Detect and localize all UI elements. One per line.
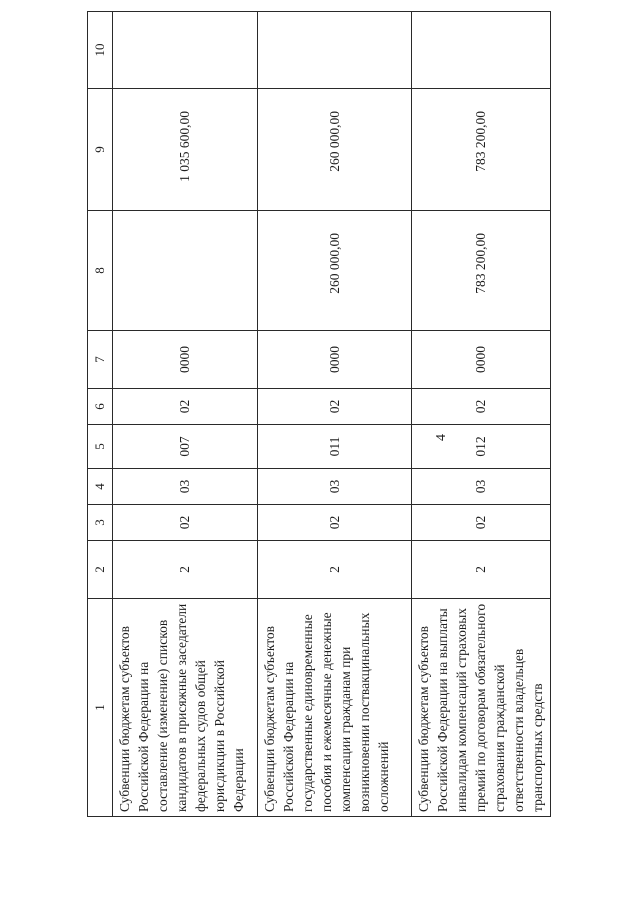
table-cell: 02 xyxy=(412,389,551,425)
header-row xyxy=(88,12,113,817)
page-number: 4 xyxy=(434,434,449,441)
amount-cell xyxy=(113,211,258,331)
table-row xyxy=(113,12,258,817)
table-cell: 02 xyxy=(113,389,258,425)
table-row xyxy=(258,12,412,817)
amount-cell: 260 000,00 xyxy=(258,211,412,331)
row-description: Субвенции бюджетам субъектов Российской Федерации на государственные единовременные пособия и ежемесячные денежные компенсации гражданам при возникновении поствакцинальных осложнений xyxy=(258,599,412,817)
table-cell: 0000 xyxy=(412,331,551,389)
header-cell: 10 xyxy=(88,12,113,89)
header-cell: 8 xyxy=(88,211,113,331)
header-cell: 4 xyxy=(88,469,113,505)
table-cell: 0000 xyxy=(113,331,258,389)
table-cell: 02 xyxy=(258,505,412,541)
row-description: Субвенции бюджетам субъектов Российской Федерации на выплаты инвалидам компенсаций страховых премий по договорам обязательного страхования гражданской ответственности владельцев транспортных средств xyxy=(412,599,551,817)
table-cell: 2 xyxy=(113,541,258,599)
table-cell: 03 xyxy=(258,469,412,505)
table-cell xyxy=(113,12,258,89)
header-cell: 9 xyxy=(88,89,113,211)
table-cell xyxy=(258,12,412,89)
header-cell: 3 xyxy=(88,505,113,541)
header-cell: 7 xyxy=(88,331,113,389)
table-cell: 2 xyxy=(412,541,551,599)
table-cell: 012 xyxy=(412,425,551,469)
table-cell: 0000 xyxy=(258,331,412,389)
amount-cell: 783 200,00 xyxy=(412,211,551,331)
table-cell: 02 xyxy=(412,505,551,541)
budget-table xyxy=(87,11,551,817)
header-cell: 5 xyxy=(88,425,113,469)
table-cell: 011 xyxy=(258,425,412,469)
table-cell xyxy=(412,12,551,89)
table-cell: 03 xyxy=(412,469,551,505)
amount-cell: 783 200,00 xyxy=(412,89,551,211)
table-cell: 007 xyxy=(113,425,258,469)
table-cell: 02 xyxy=(258,389,412,425)
table-cell: 2 xyxy=(258,541,412,599)
amount-cell: 1 035 600,00 xyxy=(113,89,258,211)
table-cell: 03 xyxy=(113,469,258,505)
amount-cell: 260 000,00 xyxy=(258,89,412,211)
header-cell: 2 xyxy=(88,541,113,599)
header-cell: 1 xyxy=(88,599,113,817)
row-description: Субвенции бюджетам субъектов Российской Федерации на составление (изменение) списков кандидатов в присяжные заседатели федеральных судов общей юрисдикции в Российской Федерации xyxy=(113,599,258,817)
header-cell: 6 xyxy=(88,389,113,425)
table-row xyxy=(412,12,551,817)
table-cell: 02 xyxy=(113,505,258,541)
